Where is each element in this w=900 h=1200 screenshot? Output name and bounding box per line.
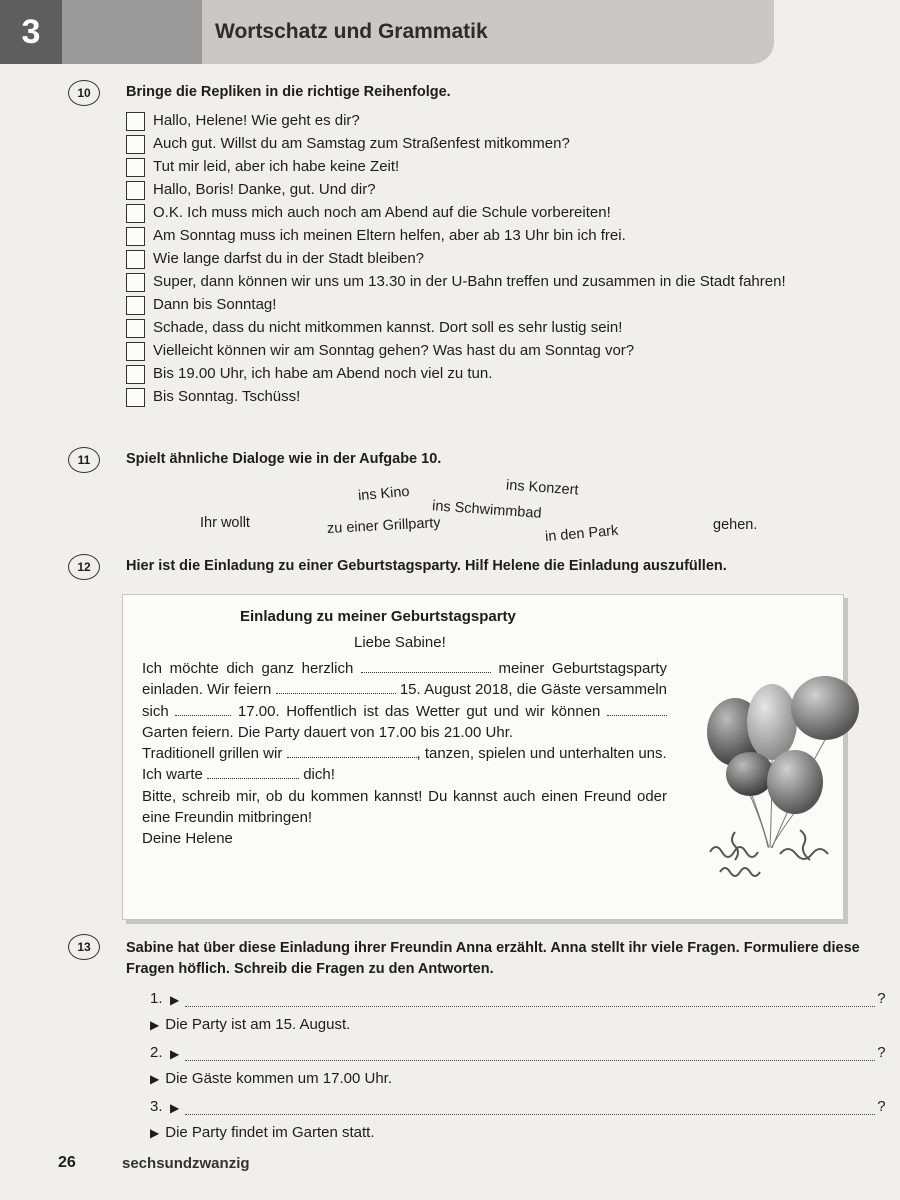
fill-blank[interactable]	[276, 682, 396, 694]
balloon-light	[747, 684, 797, 760]
answer-row: ▶ Die Party ist am 15. August.	[150, 1016, 351, 1033]
order-checkbox[interactable]	[126, 158, 145, 177]
option-word: ins Konzert	[505, 477, 580, 499]
balloon-big	[791, 676, 859, 740]
order-checkbox[interactable]	[126, 296, 145, 315]
order-checkbox[interactable]	[126, 319, 145, 338]
arrow-icon: ▶	[150, 1018, 160, 1032]
page-title: Wortschatz und Grammatik	[215, 20, 488, 43]
list-item: Auch gut. Willst du am Samstag zum Straßenfest mitkommen?	[126, 133, 871, 155]
task-11-title: Spielt ähnliche Dialoge wie in der Aufgabe 10.	[126, 451, 442, 467]
question-row: 2. ▶ ?	[150, 1044, 886, 1061]
fill-blank[interactable]	[361, 661, 491, 673]
question-row: 3. ▶ ?	[150, 1098, 886, 1115]
fill-blank[interactable]	[207, 767, 299, 779]
balloon-mid	[767, 750, 823, 814]
list-item: Hallo, Helene! Wie geht es dir?	[126, 110, 871, 132]
invitation-body: Ich möchte dich ganz herzlich meiner Geburtstagsparty einladen. Wir feiern 15. August 2018, die Gäste versammeln sich 17.00. Hoffentlich ist das Wetter gut und wir können Garten feiern. Die Party dauert von 17.00 bis 21.00 Uhr. Traditionell grillen wir , tanzen, spielen und unterhalten uns. Ich warte dich! Bitte, schreib mir, ob du kommen kannst! Du kannst auch einen Freund oder eine Freundin mitbringen! Deine Helene	[142, 658, 667, 850]
order-checkbox[interactable]	[126, 365, 145, 384]
option-word: ins Kino	[357, 483, 411, 505]
chapter-number: 3	[0, 0, 62, 64]
order-checkbox[interactable]	[126, 204, 145, 223]
order-checkbox[interactable]	[126, 273, 145, 292]
reply-list	[126, 110, 871, 409]
task-number-13: 13	[68, 934, 100, 960]
list-item: Bis Sonntag. Tschüss!	[126, 386, 871, 408]
invitation-signature: Deine Helene	[142, 830, 233, 848]
list-item: O.K. Ich muss mich auch noch am Abend auf die Schule vorbereiten!	[126, 202, 871, 224]
task-number-10: 10	[68, 80, 100, 106]
order-checkbox[interactable]	[126, 181, 145, 200]
task-number-11: 11	[68, 447, 100, 473]
balloons-illustration	[690, 672, 860, 902]
task-10-title: Bringe die Repliken in die richtige Reihenfolge.	[126, 84, 451, 100]
list-item: Tut mir leid, aber ich habe keine Zeit!	[126, 156, 871, 178]
page-number-word: sechsundzwanzig	[122, 1155, 250, 1172]
answer-row: ▶ Die Party findet im Garten statt.	[150, 1124, 375, 1141]
option-word: zu einer Grillparty	[326, 515, 441, 537]
list-item: Wie lange darfst du in der Stadt bleiben?	[126, 248, 871, 270]
invitation-title: Einladung zu meiner Geburtstagsparty	[240, 608, 516, 625]
task-13-title: Sabine hat über diese Einladung ihrer Freundin Anna erzählt. Anna stellt ihr viele Fragen. Formuliere diese Fragen höflich. Schreib die Fragen zu den Antworten.	[126, 940, 860, 977]
task-12-title: Hier ist die Einladung zu einer Geburtstagsparty. Hilf Helene die Einladung auszufüllen.	[126, 558, 727, 574]
answer-row: ▶ Die Gäste kommen um 17.00 Uhr.	[150, 1070, 392, 1087]
option-word: in den Park	[544, 522, 619, 546]
list-item: Hallo, Boris! Danke, gut. Und dir?	[126, 179, 871, 201]
option-word: ins Schwimmbad	[431, 498, 543, 522]
order-checkbox[interactable]	[126, 227, 145, 246]
task-number-12: 12	[68, 554, 100, 580]
order-checkbox[interactable]	[126, 135, 145, 154]
fill-blank[interactable]	[287, 746, 417, 758]
page-number: 26	[58, 1154, 76, 1171]
list-item: Schade, dass du nicht mitkommen kannst. Dort soll es sehr lustig sein!	[126, 317, 871, 339]
question-row: 1. ▶ ?	[150, 990, 886, 1007]
phrase-start: Ihr wollt	[200, 515, 250, 531]
fill-blank[interactable]	[175, 704, 231, 716]
answer-line[interactable]	[185, 992, 875, 1007]
list-item: Vielleicht können wir am Sonntag gehen? Was hast du am Sonntag vor?	[126, 340, 871, 362]
ribbons	[710, 830, 828, 876]
list-item: Bis 19.00 Uhr, ich habe am Abend noch viel zu tun.	[126, 363, 871, 385]
arrow-icon: ▶	[170, 1047, 180, 1061]
list-item: Am Sonntag muss ich meinen Eltern helfen, aber ab 13 Uhr bin ich frei.	[126, 225, 871, 247]
order-checkbox[interactable]	[126, 250, 145, 269]
answer-line[interactable]	[185, 1046, 875, 1061]
arrow-icon: ▶	[170, 993, 180, 1007]
arrow-icon: ▶	[150, 1072, 160, 1086]
list-item: Super, dann können wir uns um 13.30 in der U-Bahn treffen und zusammen in die Stadt fahren!	[126, 271, 871, 293]
invitation-greeting: Liebe Sabine!	[354, 634, 446, 651]
order-checkbox[interactable]	[126, 342, 145, 361]
answer-line[interactable]	[185, 1100, 875, 1115]
fill-blank[interactable]	[607, 704, 667, 716]
order-checkbox[interactable]	[126, 388, 145, 407]
arrow-icon: ▶	[170, 1101, 180, 1115]
phrase-end: gehen.	[713, 517, 758, 533]
balloon-small	[726, 752, 774, 796]
arrow-icon: ▶	[150, 1126, 160, 1140]
list-item: Dann bis Sonntag!	[126, 294, 871, 316]
order-checkbox[interactable]	[126, 112, 145, 131]
